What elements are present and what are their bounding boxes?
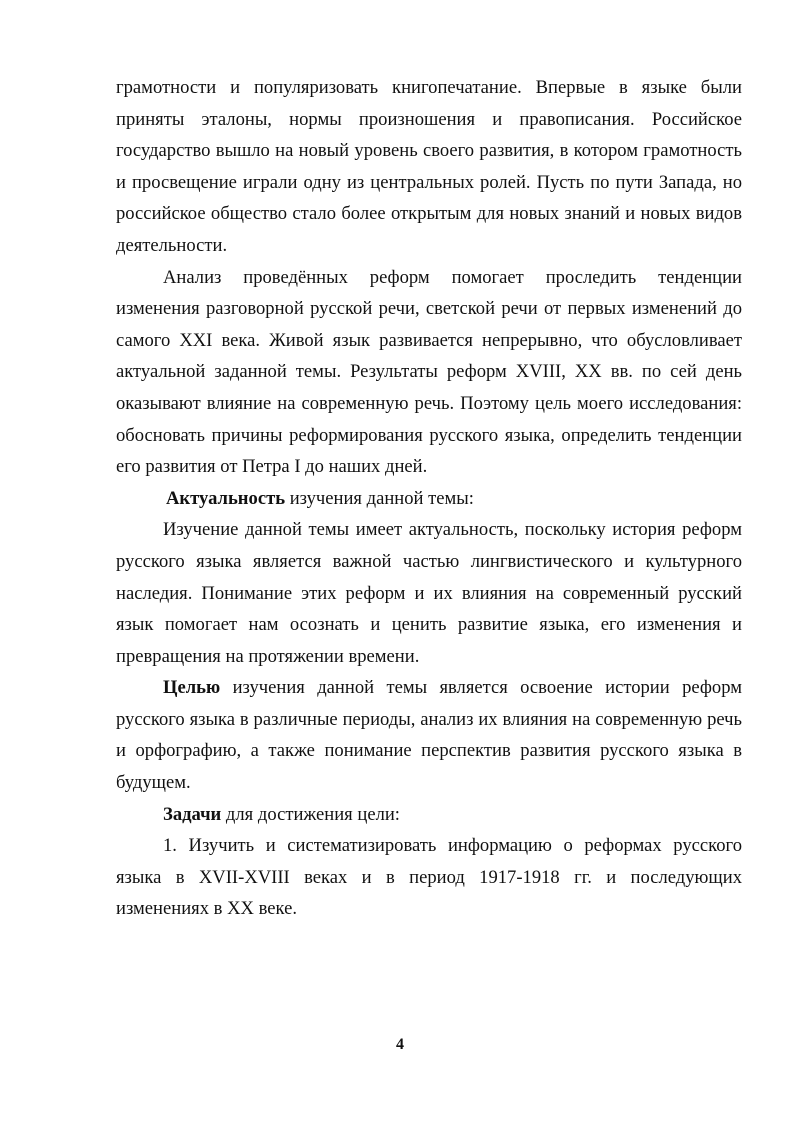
paragraph-analysis: Анализ проведённых реформ помогает проследить тенденции изменения разговорной русской речи, светской речи от первых изменений до самого XXI века. Живой язык развивается непрерывно, что обусловливает актуальной заданной темы. Результаты реформ XVIII, XX вв. по сей день оказывают влияние на современную речь. Поэтому цель моего исследования: обосновать причины реформирования русского языка, определить тенденции его развития от Петра I до наших дней.	[116, 266, 742, 478]
paragraph-relevance-heading	[116, 483, 742, 515]
body-text	[116, 72, 742, 925]
relevance-term: Актуальность	[166, 487, 286, 509]
page-number: 4	[396, 1036, 404, 1053]
goal-term: Целью	[163, 677, 221, 699]
tasks-heading-text: для достижения цели:	[221, 803, 400, 825]
paragraph-continuation: грамотности и популяризовать книгопечатание. Впервые в языке были приняты эталоны, нормы произношения и правописания. Российское государство вышло на новый уровень своего развития, в котором грамотность и просвещение играли одну из центральных ролей. Пусть по пути Запада, но российское общество стало более открытым для новых знаний и новых видов деятельности.	[116, 77, 742, 256]
paragraph-relevance: Изучение данной темы имеет актуальность, поскольку история реформ русского языка является важной частью лингвистического и культурного наследия. Понимание этих реформ и их влияния на современный русский язык помогает нам осознать и ценить развитие языка, его изменения и превращения на протяжении времени.	[116, 519, 742, 667]
goal-text: изучения данной темы является освоение истории реформ русского языка в различные периоды, анализ их влияния на современную речь и орфографию, а также понимание перспектив развития русского языка в будущем.	[116, 677, 742, 794]
paragraph-task-1: 1. Изучить и систематизировать информацию о реформах русского языка в XVII-XVIII веках и в период 1917-1918 гг. и последующих изменениях в XX веке.	[116, 835, 742, 920]
tasks-term: Задачи	[163, 803, 222, 825]
relevance-heading-text: изучения данной темы:	[285, 487, 474, 509]
paragraph-goal	[116, 672, 742, 798]
paragraph-tasks-heading	[116, 799, 742, 831]
